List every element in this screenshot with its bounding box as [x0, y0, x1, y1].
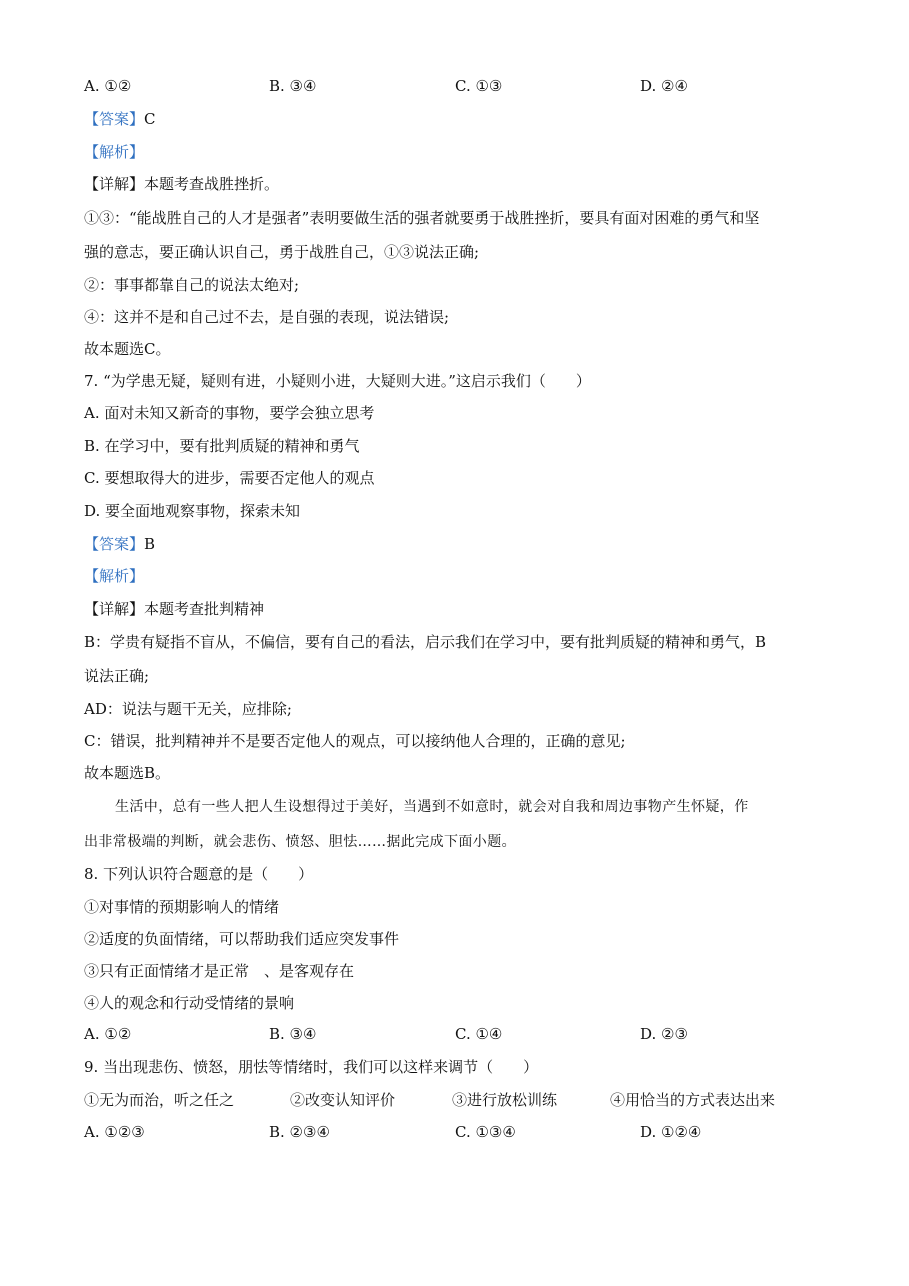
q8-option-a: A. ①② — [84, 1025, 132, 1043]
q9-item: ③进行放松训练 — [452, 1091, 558, 1109]
q6-option-b: B. ③④ — [269, 77, 317, 95]
q8-stem: 8. 下列认识符合题意的是（ ） — [84, 865, 314, 883]
q6-detail: 【详解】本题考查战胜挫折。 — [84, 175, 280, 193]
q7-explanation-line: 说法正确; — [84, 667, 150, 685]
q6-options — [84, 76, 824, 96]
q7-option-c: C. 要想取得大的进步，需要否定他人的观点 — [84, 469, 375, 487]
q8-item: ④人的观念和行动受情绪的景响 — [84, 994, 295, 1012]
answer-tag: 【答案】 — [84, 110, 145, 128]
q8-item: ①对事情的预期影响人的情绪 — [84, 898, 280, 916]
q7-option-a: A. 面对未知又新奇的事物，要学会独立思考 — [84, 404, 375, 422]
q9-stem: 9. 当出现悲伤、愤怒，朋怯等情绪时，我们可以这样来调节（ ） — [84, 1058, 539, 1076]
q7-detail: 【详解】本题考查批判精神 — [84, 600, 265, 618]
q8-option-b: B. ③④ — [269, 1025, 317, 1043]
q9-option-c: C. ①③④ — [455, 1123, 516, 1141]
q6-explanation-line: ①③：“能战胜自己的人才是强者”表明要做生活的强者就要勇于战胜挫折，要具有面对困难的勇气和坚 — [84, 209, 760, 227]
q7-explanation-line: AD：说法与题干无关，应排除; — [84, 700, 292, 718]
q7-stem: 7. “为学患无疑，疑则有进，小疑则小进，大疑则大进。”这启示我们（ ） — [84, 372, 591, 390]
q9-item: ②改变认知评价 — [290, 1091, 396, 1109]
q7-explanation-line: C：错误，批判精神并不是要否定他人的观点，可以接纳他人合理的，正确的意见; — [84, 732, 626, 750]
q8-options — [84, 1024, 824, 1044]
q6-analysis-tag: 【解析】 — [84, 143, 145, 161]
q9-item: ①无为而治，听之任之 — [84, 1091, 235, 1109]
q6-answer — [84, 109, 156, 129]
q9-items — [84, 1090, 824, 1110]
q6-conclusion: 故本题选C。 — [84, 340, 171, 358]
answer-value: B — [144, 535, 156, 553]
q9-option-b: B. ②③④ — [269, 1123, 330, 1141]
q6-explanation-line: ④：这并不是和自己过不去，是自强的表现，说法错误; — [84, 308, 450, 326]
passage-line: 生活中，总有一些人把人生设想得过于美好，当遇到不如意时，就会对自我和周边事物产生怀疑，作 — [115, 799, 749, 815]
q9-option-a: A. ①②③ — [84, 1123, 145, 1141]
q6-option-c: C. ①③ — [455, 77, 503, 95]
q7-answer — [84, 534, 155, 554]
q8-item: ②适度的负面情绪，可以帮助我们适应突发事件 — [84, 930, 400, 948]
q7-option-d: D. 要全面地观察事物，探索未知 — [84, 502, 301, 520]
q6-option-d: D. ②④ — [640, 77, 688, 95]
q8-option-d: D. ②③ — [640, 1025, 688, 1043]
q7-conclusion: 故本题选B。 — [84, 764, 171, 782]
q8-option-c: C. ①④ — [455, 1025, 503, 1043]
q6-explanation-line: 强的意志，要正确认识自己，勇于战胜自己，①③说法正确; — [84, 243, 480, 261]
answer-tag: 【答案】 — [84, 535, 145, 553]
q9-item: ④用恰当的方式表达出来 — [610, 1091, 776, 1109]
q7-explanation-line: B：学贵有疑指不盲从，不偏信，要有自己的看法，启示我们在学习中，要有批判质疑的精神和勇气，B — [84, 633, 767, 651]
q9-option-d: D. ①②④ — [640, 1123, 702, 1141]
q7-option-b: B. 在学习中，要有批判质疑的精神和勇气 — [84, 437, 360, 455]
q6-option-a: A. ①② — [84, 77, 132, 95]
answer-value: C — [144, 110, 156, 128]
q8-item: ③只有正面情绪才是正常 、是客观存在 — [84, 962, 355, 980]
passage-line: 出非常极端的判断，就会悲伤、愤怒、胆怯……据此完成下面小题。 — [84, 834, 516, 850]
q6-explanation-line: ②：事事都靠自己的说法太绝对; — [84, 276, 300, 294]
q9-options — [84, 1122, 824, 1142]
q7-analysis-tag: 【解析】 — [84, 567, 145, 585]
